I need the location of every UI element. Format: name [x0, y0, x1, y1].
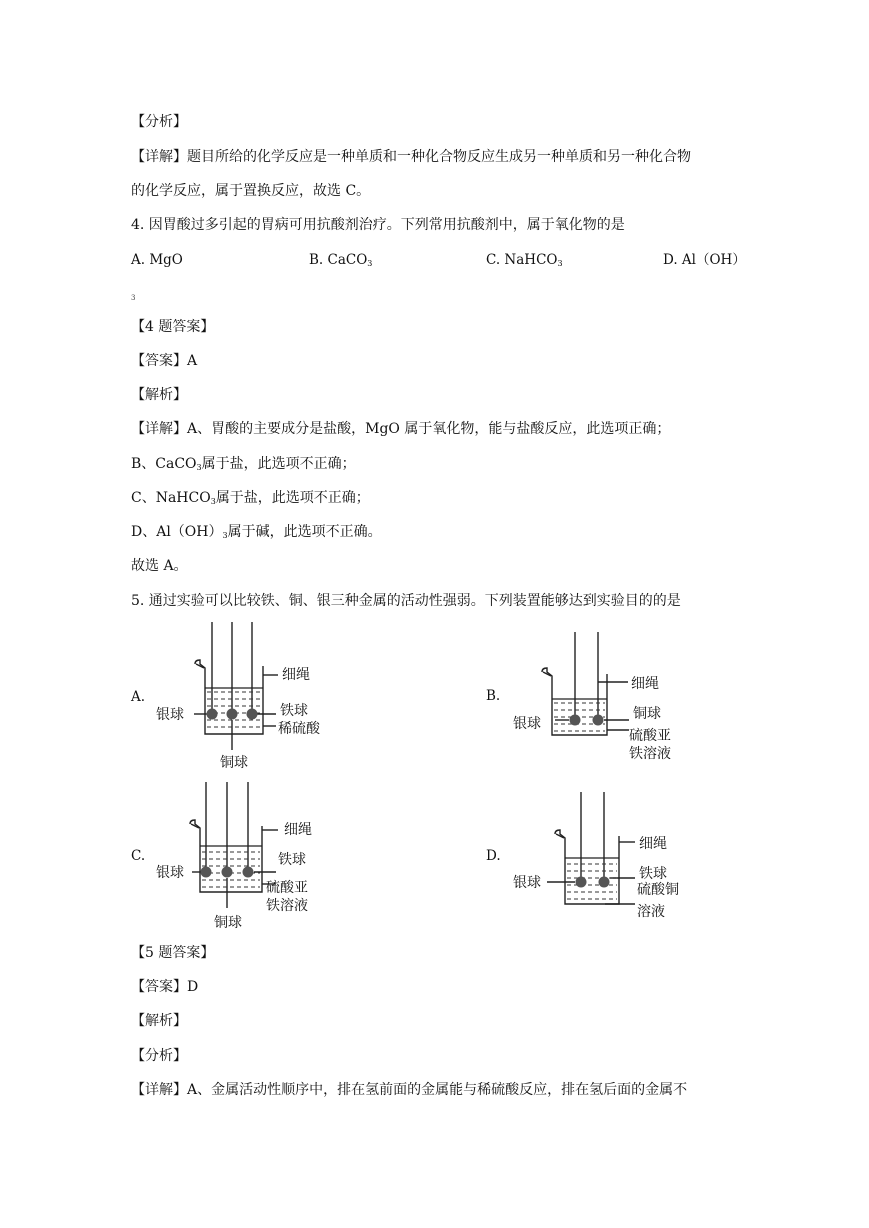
- detail-line: 【详解】A、胃酸的主要成分是盐酸，MgO 属于氧化物，能与盐酸反应，此选项正确；: [131, 421, 671, 437]
- explanation-heading: 【解析】: [131, 1013, 187, 1029]
- svg-text:硫酸亚: 硫酸亚: [629, 728, 671, 744]
- silver-ball: [207, 709, 218, 720]
- svg-text:银球: 银球: [156, 707, 184, 723]
- iron-ball: [243, 867, 254, 878]
- svg-text:铜球: 铜球: [220, 755, 248, 771]
- svg-text:银球: 银球: [513, 716, 541, 732]
- svg-text:铜球: 铜球: [214, 915, 242, 931]
- silver-ball: [576, 877, 587, 888]
- svg-text:细绳: 细绳: [639, 836, 667, 852]
- option-b: B. CaCO$_3$: [309, 252, 373, 268]
- silver-ball: [201, 867, 212, 878]
- detail-line: 的化学反应，属于置换反应，故选 C。: [131, 183, 371, 199]
- detail-line: C、NaHCO$_3$属于盐，此选项不正确；: [131, 490, 370, 506]
- svg-text:硫酸铜: 硫酸铜: [637, 882, 679, 898]
- detail-line: 【详解】A、金属活动性顺序中，排在氢前面的金属能与稀硫酸反应，排在氢后面的金属不: [131, 1082, 688, 1098]
- svg-text:铁球: 铁球: [639, 866, 667, 882]
- svg-text:细绳: 细绳: [284, 822, 312, 838]
- diagram-c-letter: C.: [131, 848, 146, 864]
- diagram-d: [505, 790, 725, 930]
- svg-text:铁球: 铁球: [278, 852, 306, 868]
- conclusion: 故选 A。: [131, 558, 188, 574]
- detail-line: B、CaCO$_3$属于盐，此选项不正确；: [131, 456, 356, 472]
- svg-text:稀硫酸: 稀硫酸: [278, 721, 320, 737]
- question-4: 4. 因胃酸过多引起的胃病可用抗酸剂治疗。下列常用抗酸剂中，属于氧化物的是: [131, 217, 625, 233]
- option-a: A. MgO: [131, 252, 183, 268]
- answer-heading: 【5 题答案】: [131, 945, 215, 961]
- option-d-subscript: 3: [131, 294, 136, 302]
- answer: 【答案】D: [131, 979, 199, 995]
- iron-ball: [599, 877, 610, 888]
- svg-text:细绳: 细绳: [282, 667, 310, 683]
- explanation-heading: 【解析】: [131, 387, 187, 403]
- question-5: 5. 通过实验可以比较铁、铜、银三种金属的活动性强弱。下列装置能够达到实验目的的是: [131, 593, 681, 609]
- svg-text:铁球: 铁球: [280, 703, 308, 719]
- silver-ball: [570, 715, 581, 726]
- svg-text:硫酸亚: 硫酸亚: [266, 880, 308, 896]
- svg-text:铜球: 铜球: [633, 706, 661, 722]
- iron-ball: [247, 709, 258, 720]
- svg-text:银球: 银球: [156, 865, 184, 881]
- svg-text:溶液: 溶液: [637, 904, 665, 920]
- analysis-heading: 【分析】: [131, 114, 187, 130]
- detail-line: D、$Al(OH)_3$属于碱，此选项不正确。: [131, 524, 382, 540]
- diagram-a-letter: A.: [131, 689, 146, 705]
- svg-text:细绳: 细绳: [631, 676, 659, 692]
- svg-text:铁溶液: 铁溶液: [629, 746, 671, 762]
- diagram-a: [150, 620, 370, 780]
- analysis-heading: 【分析】: [131, 1048, 187, 1064]
- copper-ball: [222, 867, 233, 878]
- copper-ball: [227, 709, 238, 720]
- answer: 【答案】A: [131, 353, 198, 369]
- option-d: D. Al（OH）: [663, 252, 746, 268]
- diagram-b-letter: B.: [486, 688, 501, 704]
- copper-ball: [593, 715, 604, 726]
- answer-heading: 【4 题答案】: [131, 319, 215, 335]
- diagram-d-letter: D.: [486, 848, 501, 864]
- diagram-c: [150, 780, 370, 940]
- detail-line: 【详解】题目所给的化学反应是一种单质和一种化合物反应生成另一种单质和另一种化合物: [131, 149, 691, 165]
- diagram-b: [505, 630, 725, 770]
- svg-text:铁溶液: 铁溶液: [266, 898, 308, 914]
- svg-text:银球: 银球: [513, 875, 541, 891]
- option-c: C. NaHCO$_3$: [486, 252, 563, 268]
